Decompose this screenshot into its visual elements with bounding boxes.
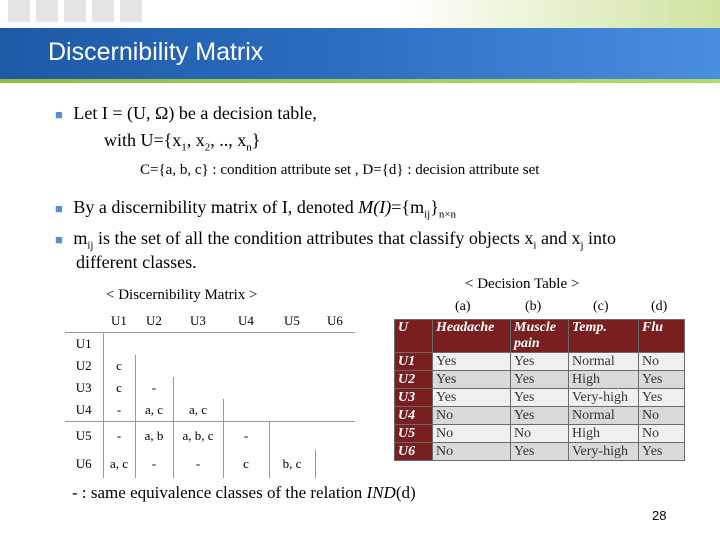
- bullet-icon: ■: [55, 201, 63, 216]
- b1-l2-part: , x: [186, 130, 205, 150]
- footnote-text: - : same equivalence classes of the relation: [72, 483, 367, 502]
- matrix-cell: -: [135, 450, 173, 478]
- matrix-row-label: U4: [65, 399, 103, 422]
- dt-cell: Very-high: [569, 389, 639, 407]
- matrix-cell: a, b: [135, 422, 173, 451]
- bullet-2: [55, 197, 456, 221]
- matrix-cell: [315, 399, 355, 422]
- decor-square: [120, 0, 142, 22]
- b3-sub: j: [580, 239, 584, 252]
- matrix-col-header: U4: [238, 313, 254, 328]
- matrix-cell: -: [103, 422, 135, 451]
- matrix-col-header: U5: [284, 313, 300, 328]
- b1-l2-sub: 1: [181, 141, 187, 154]
- decision-table: [394, 319, 685, 461]
- matrix-cell: [173, 355, 223, 377]
- dt-row-label: U1: [395, 353, 433, 371]
- matrix-header-row: [65, 310, 355, 333]
- dt-cell: Yes: [511, 443, 569, 461]
- dt-cell: No: [511, 425, 569, 443]
- matrix-cell: [269, 399, 315, 422]
- dt-cell: Yes: [433, 371, 511, 389]
- matrix-cell: [269, 355, 315, 377]
- dt-header-cell: Headache: [433, 320, 511, 353]
- b3-sub: i: [533, 239, 537, 252]
- slide-title: Discernibility Matrix: [48, 38, 264, 66]
- matrix-cell: c: [103, 355, 135, 377]
- matrix-cell: [173, 333, 223, 356]
- matrix-cell: c: [103, 377, 135, 399]
- decision-table-caption: < Decision Table >: [465, 276, 580, 292]
- b1-l2-sub: 2: [204, 141, 211, 154]
- col-letter-a: (a): [455, 299, 471, 314]
- dt-cell: No: [433, 425, 511, 443]
- matrix-cell: [315, 355, 355, 377]
- dt-cell: Normal: [569, 407, 639, 425]
- b3-part: is the set of all the condition attributes that classify objects x: [93, 228, 534, 248]
- matrix-cell: -: [173, 450, 223, 478]
- matrix-row-label: U3: [65, 377, 103, 399]
- matrix-col-header: U3: [190, 313, 206, 328]
- page-number: 28: [652, 508, 667, 523]
- b2-italic: M(I): [358, 197, 392, 217]
- matrix-cell: [103, 333, 135, 356]
- matrix-col-header: U6: [327, 313, 343, 328]
- dt-cell: No: [639, 407, 685, 425]
- col-letter-b: (b): [525, 299, 542, 314]
- matrix-cell: [315, 422, 355, 451]
- matrix-row: [65, 422, 355, 451]
- b2-sub: ij: [424, 208, 431, 221]
- b2-part: By a discernibility matrix of I, denoted: [73, 197, 359, 217]
- b1-l2-part: }: [251, 130, 261, 150]
- dt-cell: High: [569, 371, 639, 389]
- bullet-icon: ■: [55, 232, 63, 247]
- matrix-cell: [269, 333, 315, 356]
- matrix-cell: [269, 377, 315, 399]
- matrix-row-label: U2: [65, 355, 103, 377]
- matrix-row: [65, 355, 355, 377]
- matrix-row-label: U1: [65, 333, 103, 356]
- bullet-1: [55, 103, 317, 124]
- b2-part: ={m: [391, 197, 425, 217]
- dt-cell: Yes: [511, 389, 569, 407]
- dt-cell: Yes: [511, 371, 569, 389]
- dt-row-label: U4: [395, 407, 433, 425]
- matrix-caption: < Discernibility Matrix >: [106, 287, 258, 303]
- matrix-body: [65, 333, 355, 479]
- bullet-1-line2: [104, 130, 260, 154]
- dt-row-label: U5: [395, 425, 433, 443]
- matrix-cell: [135, 333, 173, 356]
- dt-cell: No: [639, 425, 685, 443]
- dt-cell: No: [639, 353, 685, 371]
- dt-cell: Yes: [511, 407, 569, 425]
- col-letter-c: (c): [593, 299, 609, 314]
- footnote-italic: IND: [366, 483, 396, 502]
- bullet-3: [55, 228, 616, 252]
- matrix-row-label: U5: [65, 422, 103, 451]
- matrix-cell: [315, 450, 355, 478]
- matrix-cell: [223, 355, 269, 377]
- dt-cell: High: [569, 425, 639, 443]
- dt-row-label: U6: [395, 443, 433, 461]
- b3-part: m: [73, 228, 88, 248]
- b3-sub: ij: [87, 239, 94, 252]
- matrix-cell: c: [223, 450, 269, 478]
- matrix-row: [65, 377, 355, 399]
- b1-l2-part: , .., x: [210, 130, 247, 150]
- matrix-cell: a, c: [135, 399, 173, 422]
- bullet-3-line2: different classes.: [76, 252, 197, 272]
- b2-sub: n×n: [438, 208, 457, 221]
- dt-cell: No: [433, 443, 511, 461]
- decision-table-row: [395, 443, 685, 461]
- col-letter-d: (d): [651, 299, 668, 314]
- b1-l2-part: with U={x: [104, 130, 182, 150]
- dt-cell: Normal: [569, 353, 639, 371]
- dt-cell: Yes: [433, 353, 511, 371]
- bullet-1-text: Let I = (U, Ω) be a decision table,: [73, 103, 317, 123]
- discernibility-matrix: [65, 310, 355, 478]
- matrix-cell: [315, 377, 355, 399]
- decision-table-row: [395, 353, 685, 371]
- matrix-col-header: U1: [111, 313, 127, 328]
- dt-cell: No: [433, 407, 511, 425]
- matrix-cell: b, c: [269, 450, 315, 478]
- matrix-cell: a, c: [173, 399, 223, 422]
- b1-l2-sub: n: [246, 141, 252, 154]
- dt-header-cell: Flu: [639, 320, 685, 353]
- decision-table-body: [395, 353, 685, 461]
- dt-header-cell: Muscle pain: [511, 320, 569, 353]
- dt-row-label: U2: [395, 371, 433, 389]
- dt-cell: Yes: [639, 371, 685, 389]
- matrix-cell: a, c: [103, 450, 135, 478]
- matrix-cell: [173, 377, 223, 399]
- decision-table-row: [395, 371, 685, 389]
- decision-table-header: [395, 320, 685, 353]
- dt-cell: Yes: [639, 389, 685, 407]
- title-underline: [0, 79, 720, 83]
- matrix-corner: [65, 310, 103, 333]
- matrix-cell: [269, 422, 315, 451]
- decor-square: [8, 0, 30, 22]
- dt-cell: Yes: [433, 389, 511, 407]
- matrix-cell: -: [103, 399, 135, 422]
- b2-part: }: [430, 197, 439, 217]
- footnote-text: (d): [395, 483, 416, 502]
- footnote: [72, 483, 416, 503]
- dt-header-cell: Temp.: [569, 320, 639, 353]
- dt-cell: Yes: [511, 353, 569, 371]
- matrix-cell: a, b, c: [173, 422, 223, 451]
- b3-part: into: [583, 228, 617, 248]
- dt-cell: Yes: [639, 443, 685, 461]
- matrix-cell: [223, 333, 269, 356]
- decision-table-row: [395, 407, 685, 425]
- matrix-cell: -: [135, 377, 173, 399]
- matrix-cell: [223, 399, 269, 422]
- decor-square: [92, 0, 114, 22]
- decor-square: [64, 0, 86, 22]
- bullet-icon: ■: [55, 107, 63, 122]
- decor-square: [36, 0, 58, 22]
- decision-table-row: [395, 389, 685, 407]
- decision-table-row: [395, 425, 685, 443]
- matrix-cell: -: [223, 422, 269, 451]
- matrix-row: [65, 333, 355, 356]
- attribute-sets-text: C={a, b, c} : condition attribute set , D={d} : decision attribute set: [140, 162, 540, 178]
- matrix-col-header: U2: [146, 313, 162, 328]
- dt-header-cell: U: [395, 320, 433, 353]
- dt-row-label: U3: [395, 389, 433, 407]
- top-decoration-bar: [0, 0, 720, 28]
- matrix-row: [65, 399, 355, 422]
- matrix-row: [65, 450, 355, 478]
- b3-part: and x: [536, 228, 581, 248]
- matrix-cell: [223, 377, 269, 399]
- matrix-cell: [315, 333, 355, 356]
- matrix-row-label: U6: [65, 450, 103, 478]
- dt-cell: Very-high: [569, 443, 639, 461]
- matrix-cell: [135, 355, 173, 377]
